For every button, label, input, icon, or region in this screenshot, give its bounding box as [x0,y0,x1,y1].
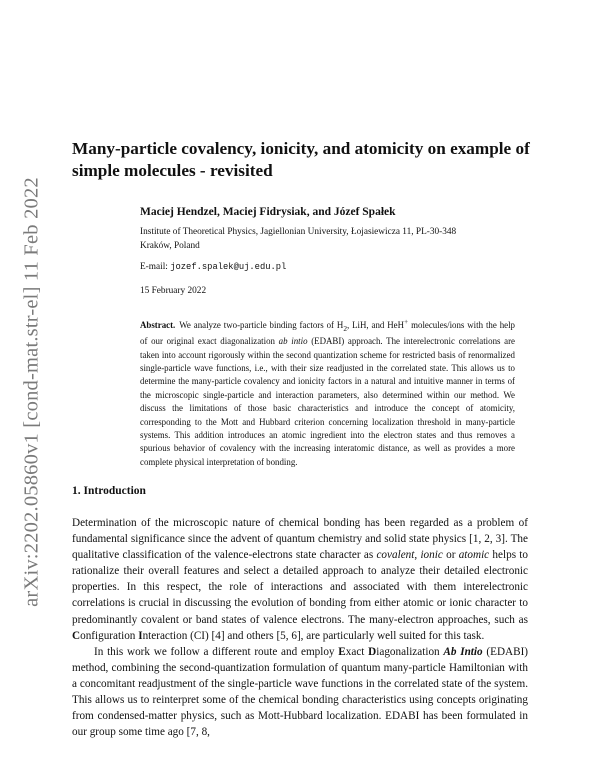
email-label: E-mail: [140,262,168,272]
email-address[interactable]: jozef.spalek@uj.edu.pl [170,262,287,272]
emphasis: ab intio [278,336,308,347]
email-line [140,262,515,272]
paragraph-text: (EDABI) method, combining the second-quantization formulation of quantum many-particle Hamiltonian with a concomitant readjustment of the single-particle wave functions in the correlated state of the system. This allows us to reinterpret some of the chemical bonding characteristics using concepts originating from condensed-matter physics, such as Mott-Hubbard localization. EDABI has been formulated in our group some time ago [7, 8, [72,645,529,739]
acronym-letter: I [138,629,143,642]
abstract-text: We analyze two-particle binding factors of H [179,319,344,330]
paper-title: Many-particle covalency, ionicity, and atomicity on example of simple molecules - revisited [72,139,530,180]
paragraph-text: onfiguration [80,629,139,642]
acronym-letter: C [72,629,81,642]
introduction-body [72,515,528,740]
paragraph-text: , [414,549,421,562]
affiliation-line: Institute of Theoretical Physics, Jagiellonian University, Łojasiewicza 11, PL-30-348 [140,227,457,237]
publication-date: 15 February 2022 [140,286,207,296]
acronym-letter: E [338,645,346,658]
paragraph-text: or [442,549,459,562]
abstract-text: (EDABI) approach. The interelectronic correlations are taken into account rigorously within the second quantization scheme for restricted basis of renormalized single-particle wave functions, i.e., with their size readjusted in the correlated state. This allows us to determine the many-particle covalency and ionicity factors in a natural and intuitive manner in terms of the microscopic single-particle and interaction parameters, also determined within our method. We discuss the limitations of those basic characteristics and introduce the concept of atomicity, corresponding to the Mott and Hubbard criterion concerning localization threshold in many-particle systems. This addition introduces an atomic ingredient into the electron states and thus removes a spurious behavior of covalency with the increasing interatomic distance, as well as provides a more complete physical interpretation of bonding. [140,336,515,467]
paragraph [72,644,528,741]
section-heading: 1. Introduction [72,485,146,497]
arxiv-sidebar [18,177,46,607]
abstract-text: , LiH, and HeH [347,319,405,330]
paragraph-text: xact [345,645,369,658]
arxiv-identifier: arXiv:2202.05860v1 [cond-mat.str-el] 11 Feb 2022 [20,177,43,607]
emphasis: Intio [460,645,483,658]
emphasis: atomic [458,549,490,562]
paragraph-text: helps to rationalize their overall features and select a detailed approach to analyze their detailed electronic properties. In this respect, the role of interactions and associated with them interelectronic correlations is crucial in discussing the evolution of bonding from either atomic or ionic character to predominantly covalent or band states of valence electrons. The many-electron approaches, such as [72,549,529,626]
affiliation-line: Kraków, Poland [140,241,200,251]
emphasis: covalent [376,549,415,562]
paragraph [72,515,528,644]
emphasis: ionic [420,549,443,562]
abstract-text: molecules/ions with the help of our original exact diagonalization [140,319,515,347]
superscript: + [404,317,409,326]
paragraph-text: nteraction (CI) [4] and others [5, 6], are particularly well suited for this task. [142,629,485,642]
author-list: Maciej Hendzel, Maciej Fidrysiak, and Józef Spałek [140,206,396,218]
emphasis: Ab [443,645,457,658]
paragraph-text: iagonalization [376,645,444,658]
subscript: 2 [343,323,348,333]
abstract-label: Abstract. [140,319,176,330]
paragraph-text: Determination of the microscopic nature of chemical bonding has been regarded as a problem of fundamental significance since the advent of quantum chemistry and solid state physics [1, 2, 3]. The qualitative classification of the valence-electrons state character as [72,517,528,562]
abstract [140,315,515,469]
paragraph-text: In this work we follow a different route and employ [94,645,339,658]
acronym-letter: D [368,645,377,658]
affiliation [140,225,515,253]
